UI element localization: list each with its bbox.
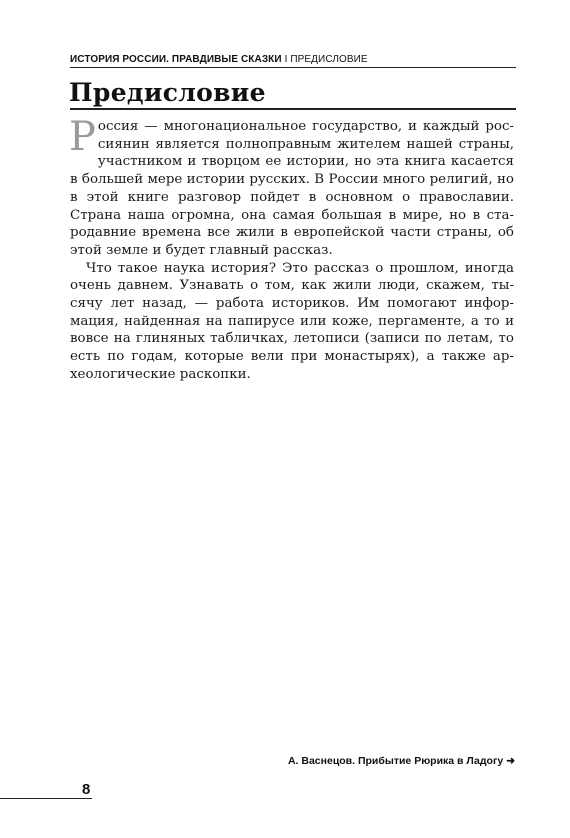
title-rule [70, 108, 516, 110]
running-head-book-title: ИСТОРИЯ РОССИИ. ПРАВДИВЫЕ СКАЗКИ [70, 54, 282, 65]
paragraph-2: Что такое наука история? Это рассказ о прошлом, иногда очень давнем. Узнавать о том, как жили люди, скажем, тысячу лет назад, — работа историков. Им помогают информация, найденная на папирусе или коже, пергаменте, а то и вовсе на глиняных табличках, летописи (записи по летам, то есть по годам, которые вели при монастырях), а также археологические раскопки. [70, 260, 514, 382]
running-head-separator: I [284, 54, 288, 65]
caption-text: А. Васнецов. Прибытие Рюрика в Ладогу [287, 755, 504, 767]
running-head-section: ПРЕДИСЛОВИЕ [290, 54, 368, 65]
right-arrow-icon: ➜ [506, 755, 515, 767]
chapter-title: Предисловие [69, 78, 266, 107]
running-head [70, 54, 516, 65]
body-text [69, 114, 514, 384]
paragraph-1 [69, 114, 514, 260]
page-number: 8 [82, 781, 91, 798]
header-rule [70, 67, 516, 68]
paragraph-1-text: оссия — многонациональное государство, и каждый россиянин является полноправным жителем нашей страны, участником и творцом ее истории, но эта книга касается в большей мере истории русских. В России много религий, но в этой книге разговор пойдет в основном о православии. Страна наша огромна, она самая большая в мире, но в стародавние времена все жили в европейской части страны, об этой земле и будет главный рассказ. [70, 119, 514, 258]
illustration-caption [288, 755, 515, 767]
drop-cap: Р [69, 114, 96, 160]
footer-rule [0, 798, 92, 799]
